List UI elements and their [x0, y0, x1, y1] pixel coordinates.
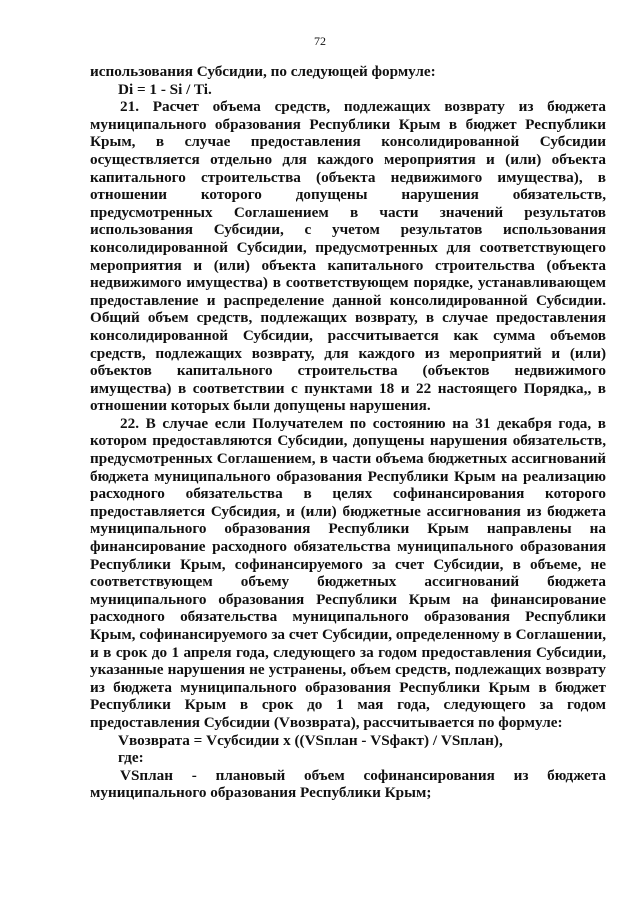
paragraph-22: 22. В случае если Получателем по состоянию на 31 декабря года, в котором предоставляются Субсидии, допущены нарушения обязательств, предусмотренных Соглашением, в части объема бюджетных ассигнований бюджета муниципального образования Республики Крым на реализацию расходного обязательства в целях софинансирования которого предоставляется Субсидия, и (или) бюджетные ассигнования из бюджета муниципального образования Республики Крым направлены на финансирование расходного обязательства муниципального образования Республики Крым, софинансируемого за счет Субсидии, в объеме, не соответствующем объему бюджетных ассигнований бюджета муниципального образования Республики Крым на финансирование расходного обязательства муниципального образования Республики Крым, софинансируемого за счет Субсидии, определенному в Соглашении, и в срок до 1 апреля года, следующего за годом предоставления Субсидии, указанные нарушения не устранены, объем средств, подлежащих возврату из бюджета муниципального образования Республики Крым в бюджет Республики Крым в срок до 1 мая года, следующего за годом предоставления Субсидии (Vвозврата), рассчитывается по формуле:: [90, 414, 606, 731]
intro-line: использования Субсидии, по следующей формуле:: [90, 63, 436, 80]
formula-di: Di = 1 - Si / Ti.: [118, 80, 212, 98]
where-label: где:: [118, 749, 144, 767]
vs-plan-definition: VSплан - плановый объем софинансирования из бюджета муниципального образования Республики Крым;: [90, 766, 606, 802]
paragraph-21: 21. Расчет объема средств, подлежащих возврату из бюджета муниципального образования Республики Крым в бюджет Республики Крым, в случае предоставления консолидированной Субсидии осуществляется отдельно для каждого мероприятия и (или) объекта капитального строительства (объекта недвижимого имущества), в отношении которого допущены нарушения обязательств, предусмотренных Соглашением в части значений результатов использования Субсидии, с учетом результатов использования консолидированной Субсидии, предусмотренных для соответствующего мероприятия и (или) объекта капитального строительства (объекта недвижимого имущества) в соответствующем порядке, устанавливающем предоставление и распределение данной консолидированной Субсидии. Общий объем средств, подлежащих возврату, в случае предоставления консолидированной Субсидии, рассчитывается как сумма объемов средств, подлежащих возврату, для каждого из мероприятий и (или) объектов капитального строительства (объектов недвижимого имущества) в соответствии с пунктами 18 и 22 настоящего Порядка,, в отношении которых были допущены нарушения.: [90, 98, 606, 415]
page-number: 72: [314, 34, 326, 48]
formula-v-return: Vвозврата = Vсубсидии х ((VSплан - VSфакт) / VSплан),: [118, 731, 503, 749]
document-body: [90, 63, 606, 802]
